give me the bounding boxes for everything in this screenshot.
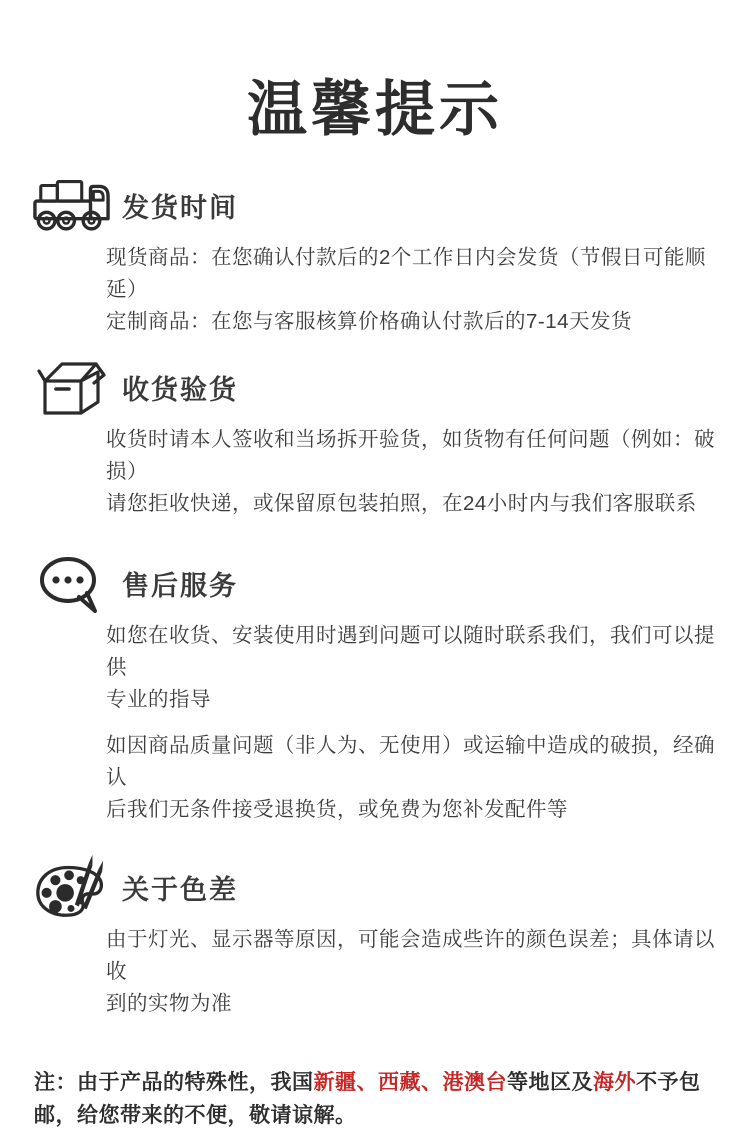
- box-icon: [32, 356, 110, 418]
- section-color-difference-header: [32, 856, 722, 918]
- section-shipping-title: 发货时间: [122, 192, 238, 223]
- after-sales-p1-line-1: 如您在收货、安装使用时遇到问题可以随时联系我们，我们可以提供: [106, 624, 715, 679]
- chat-bubble-icon: [32, 552, 110, 614]
- section-after-sales: [32, 552, 722, 826]
- section-inspection: [32, 356, 722, 520]
- inspection-line-2: 请您拒收快递，或保留原包装拍照，在24小时内与我们客服联系: [106, 492, 697, 515]
- note-segment: 等地区及: [507, 1071, 593, 1094]
- after-sales-p2-line-2: 后我们无条件接受退换货，或免费为您补发配件等: [106, 798, 568, 821]
- section-inspection-header: [32, 356, 722, 418]
- page-title: 温馨提示: [247, 76, 503, 143]
- section-shipping-body: [106, 242, 722, 338]
- color-difference-line-1: 由于灯光、显示器等原因，可能会造成些许的颜色误差；具体请以收: [106, 928, 715, 983]
- section-shipping-header: [32, 174, 722, 236]
- shipping-exclusion-note: [34, 1066, 716, 1132]
- truck-icon: [32, 174, 110, 236]
- note-segment-regions: 新疆、西藏、港澳台: [313, 1071, 507, 1094]
- note-segment: 注：由于产品的特殊性，我国: [34, 1071, 314, 1094]
- section-after-sales-body: [106, 620, 722, 826]
- section-inspection-title: 收货验货: [122, 374, 238, 405]
- inspection-line-1: 收货时请本人签收和当场拆开验货，如货物有任何问题（例如：破损）: [106, 428, 715, 483]
- palette-icon: [32, 856, 110, 918]
- section-after-sales-title: 售后服务: [122, 570, 238, 601]
- section-inspection-body: [106, 424, 722, 520]
- color-difference-line-2: 到的实物为准: [106, 992, 232, 1015]
- after-sales-p2-line-1: 如因商品质量问题（非人为、无使用）或运输中造成的破损，经确认: [106, 734, 715, 789]
- note-segment-overseas: 海外: [593, 1071, 636, 1094]
- shipping-line-custom: 定制商品：在您与客服核算价格确认付款后的7-14天发货: [106, 310, 633, 333]
- section-color-difference-title: 关于色差: [122, 874, 238, 905]
- shipping-line-in-stock: 现货商品：在您确认付款后的2个工作日内会发货（节假日可能顺延）: [106, 246, 706, 301]
- section-after-sales-header: [32, 552, 722, 614]
- section-color-difference-body: [106, 924, 722, 1020]
- note-segment: 不予包邮，给您带来的不便，敬请谅解。: [34, 1071, 701, 1127]
- after-sales-p1-line-2: 专业的指导: [106, 688, 211, 711]
- section-color-difference: [32, 856, 722, 1020]
- section-shipping-time: [32, 174, 722, 338]
